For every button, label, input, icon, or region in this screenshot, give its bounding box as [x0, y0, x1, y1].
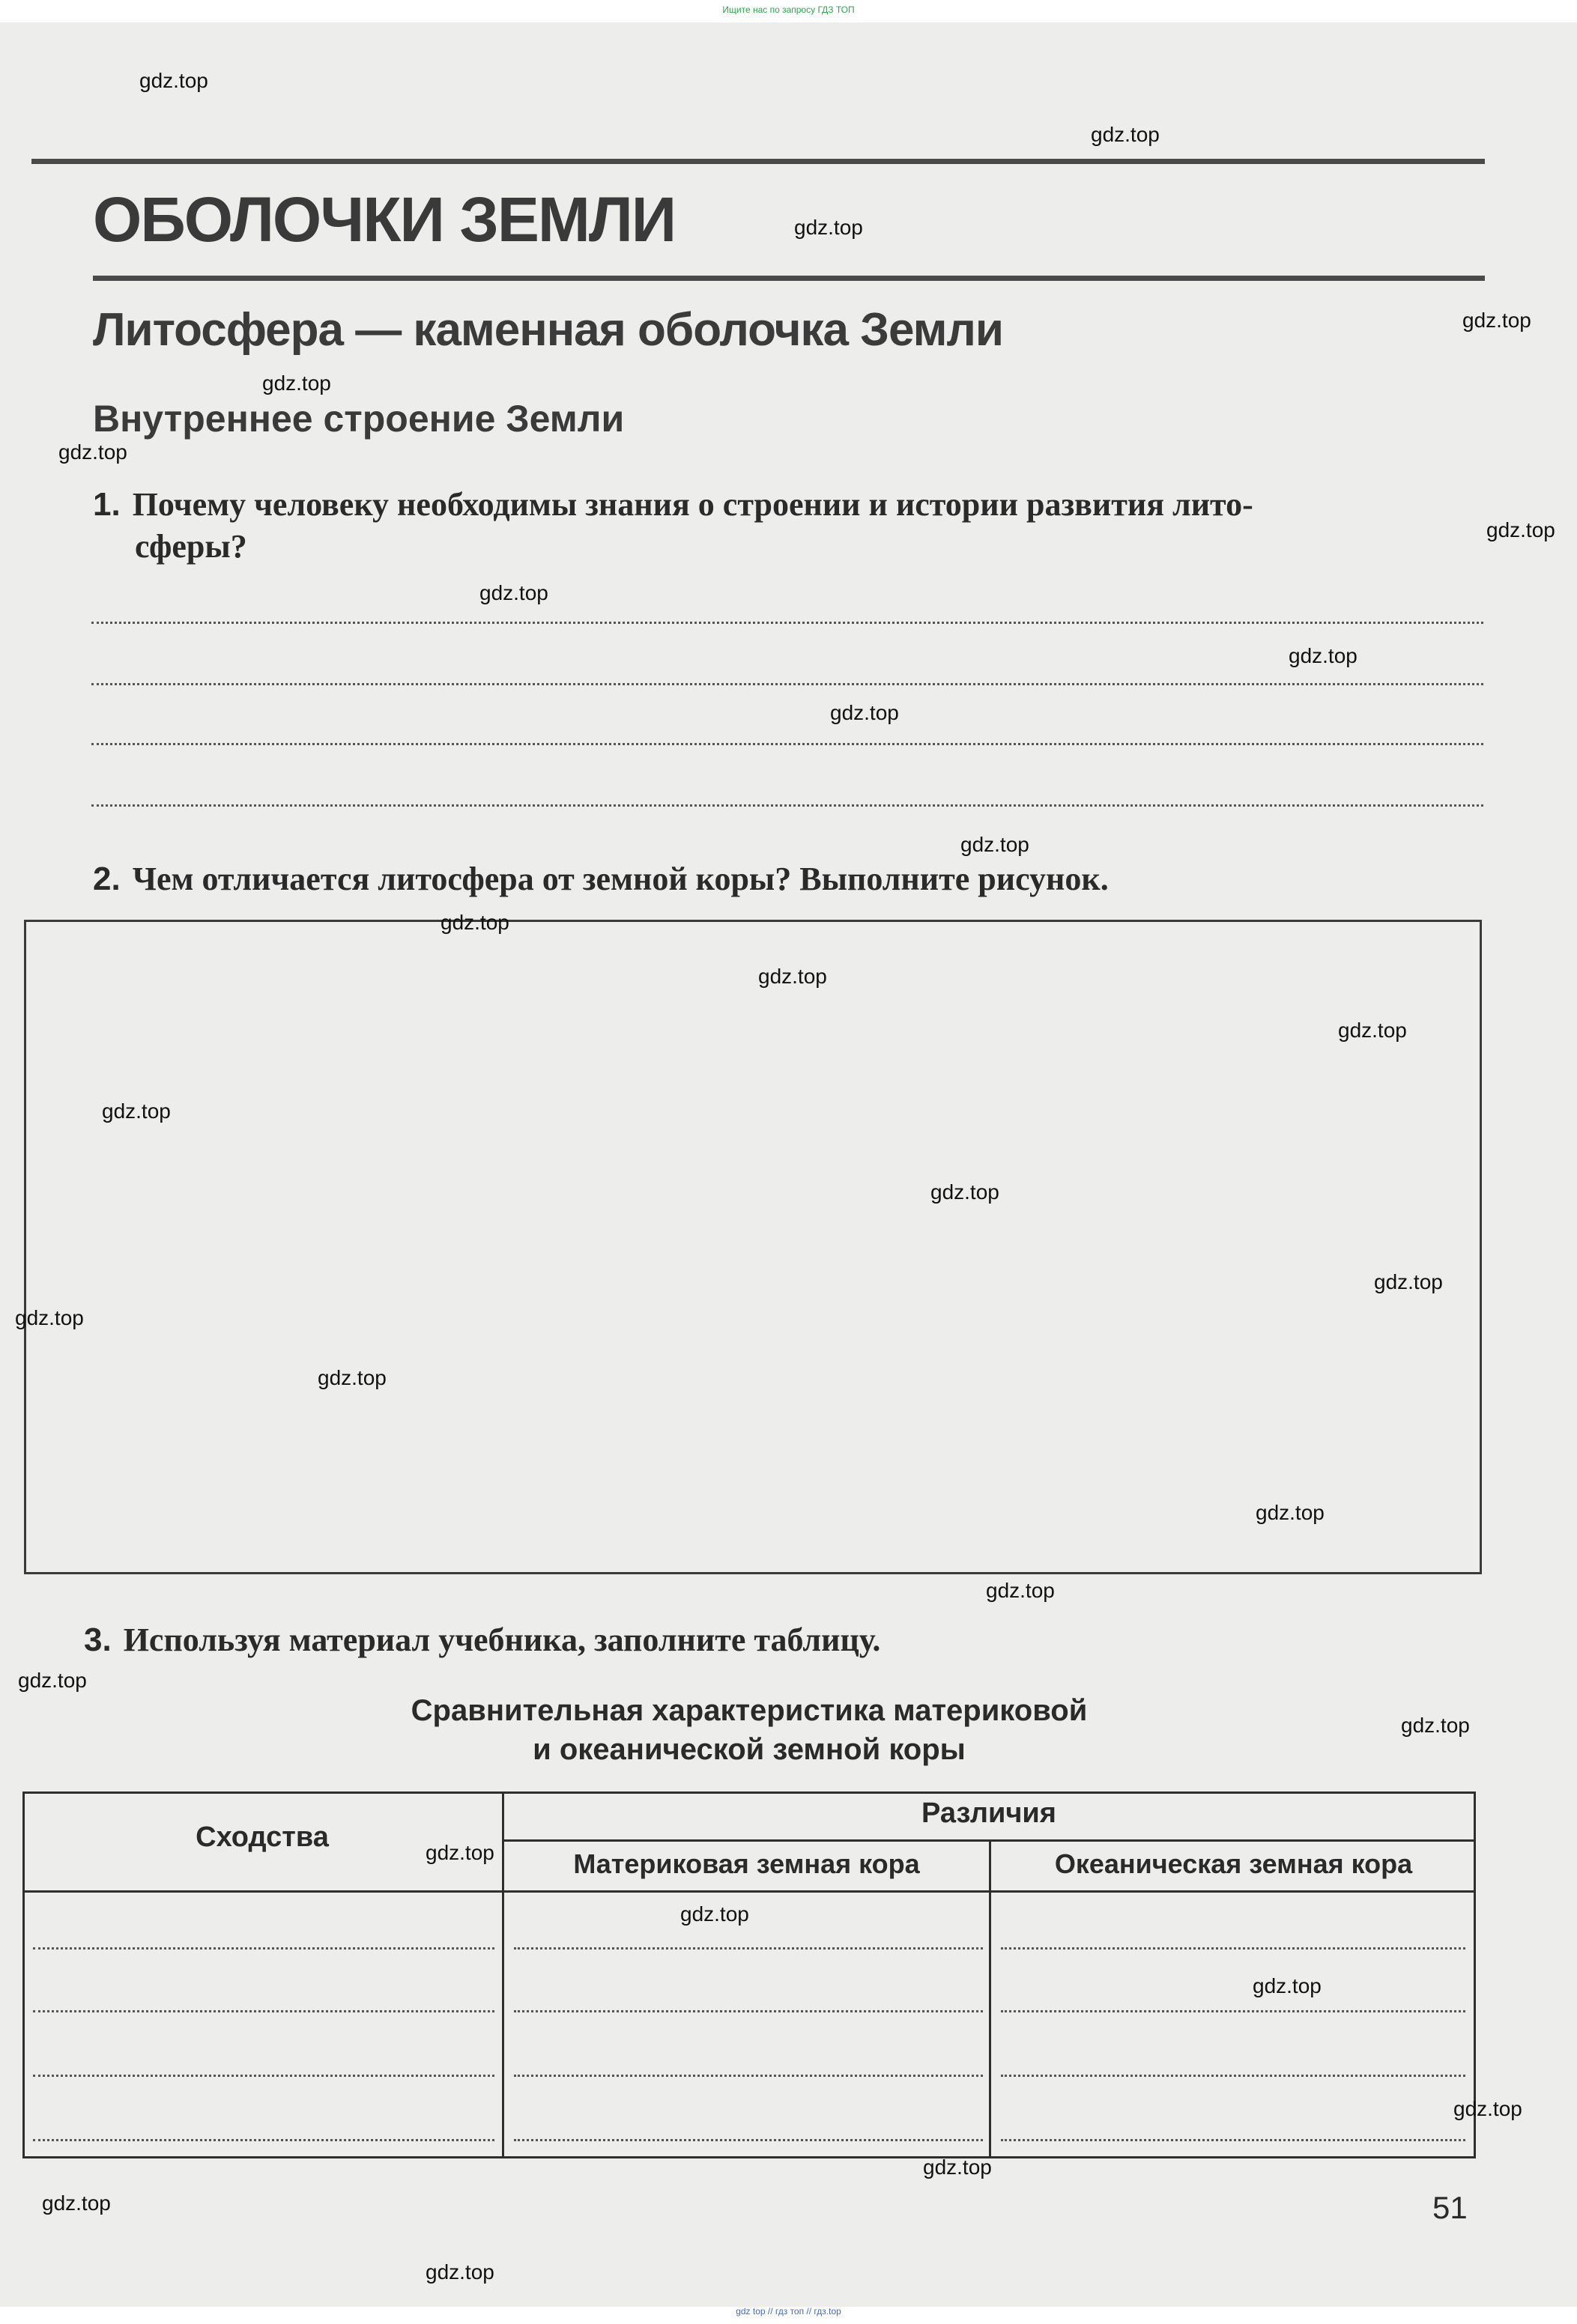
header-differences: Различия	[921, 1797, 1056, 1829]
similarities-line-1[interactable]	[33, 1947, 494, 1950]
watermark: gdz.top	[139, 69, 208, 92]
continental-line-2[interactable]	[514, 2010, 983, 2012]
watermark: gdz.top	[102, 1099, 171, 1123]
watermark: gdz.top	[986, 1579, 1055, 1602]
similarities-line-2[interactable]	[33, 2010, 494, 2012]
watermark: gdz.top	[1374, 1270, 1443, 1293]
table-title	[315, 1691, 1184, 1769]
continental-line-3[interactable]	[514, 2075, 983, 2077]
watermark: gdz.top	[1338, 1019, 1407, 1042]
question-1-text: Почему человеку необходимы знания о строении и истории развития лито-	[132, 486, 1253, 523]
watermark: gdz.top	[479, 581, 548, 604]
watermark: gdz.top	[58, 440, 127, 464]
header-oceanic-crust: Океаническая земная кора	[1054, 1848, 1413, 1879]
answer-line-2[interactable]	[91, 683, 1483, 685]
header-rule-bottom	[93, 276, 1485, 281]
table-divider-col-2	[989, 1839, 991, 2158]
answer-line-1[interactable]	[91, 622, 1483, 624]
similarities-line-3[interactable]	[33, 2075, 494, 2077]
table-divider-col-1	[502, 1791, 504, 2158]
watermark: gdz.top	[441, 911, 509, 934]
question-1-text-cont: сферы?	[135, 528, 247, 565]
oceanic-line-2[interactable]	[1001, 2010, 1465, 2012]
bottom-banner[interactable]: gdz top // гдз топ // гдз.top	[736, 2306, 841, 2317]
watermark: gdz.top	[794, 216, 863, 239]
oceanic-line-4[interactable]	[1001, 2139, 1465, 2141]
top-banner[interactable]: Ищите нас по запросу ГДЗ ТОП	[722, 4, 855, 15]
watermark: gdz.top	[960, 833, 1029, 856]
continental-line-1[interactable]	[514, 1947, 983, 1950]
question-1-number: 1.	[93, 486, 121, 523]
drawing-area[interactable]	[24, 920, 1482, 1574]
oceanic-line-3[interactable]	[1001, 2075, 1465, 2077]
watermark: gdz.top	[830, 701, 899, 724]
watermark: gdz.top	[1253, 1974, 1322, 1997]
subsection-title: Внутреннее строение Земли	[93, 398, 625, 440]
table-title-line-1: Сравнительная характеристика материковой	[411, 1694, 1088, 1727]
question-2-text: Чем отличается литосфера от земной коры? Выполните рисунок.	[132, 861, 1109, 897]
watermark: gdz.top	[42, 2191, 111, 2215]
page-number: 51	[1432, 2190, 1468, 2225]
watermark: gdz.top	[262, 371, 331, 395]
table-divider-header-1	[502, 1839, 1476, 1842]
watermark: gdz.top	[426, 1841, 494, 1864]
watermark: gdz.top	[15, 1306, 84, 1329]
watermark: gdz.top	[18, 1669, 87, 1692]
question-2-number: 2.	[93, 861, 121, 897]
question-2	[93, 858, 1109, 900]
watermark: gdz.top	[426, 2260, 494, 2284]
chapter-title: ОБОЛОЧКИ ЗЕМЛИ	[93, 184, 676, 255]
similarities-line-4[interactable]	[33, 2139, 494, 2141]
question-3-number: 3.	[84, 1621, 112, 1658]
watermark: gdz.top	[923, 2155, 992, 2179]
question-3	[84, 1619, 880, 1661]
section-title: Литосфера — каменная оболочка Земли	[93, 304, 1004, 356]
watermark: gdz.top	[1091, 123, 1160, 146]
oceanic-line-1[interactable]	[1001, 1947, 1465, 1950]
watermark: gdz.top	[1256, 1501, 1325, 1524]
watermark: gdz.top	[680, 1902, 749, 1926]
answer-line-4[interactable]	[91, 804, 1483, 807]
watermark: gdz.top	[318, 1366, 387, 1389]
header-rule-top	[31, 159, 1485, 164]
table-title-line-2: и океанической земной коры	[533, 1733, 966, 1766]
answer-line-3[interactable]	[91, 743, 1483, 745]
continental-line-4[interactable]	[514, 2139, 983, 2141]
header-similarities: Сходства	[196, 1821, 329, 1853]
watermark: gdz.top	[758, 965, 827, 988]
question-3-text: Используя материал учебника, заполните таблицу.	[123, 1621, 881, 1658]
watermark: gdz.top	[1453, 2097, 1522, 2120]
watermark: gdz.top	[1486, 518, 1555, 541]
watermark: gdz.top	[1462, 309, 1531, 332]
table-divider-header-2	[22, 1890, 1476, 1893]
question-1	[93, 484, 1494, 568]
header-continental-crust: Материковая земная кора	[573, 1848, 920, 1879]
watermark: gdz.top	[930, 1180, 999, 1204]
watermark: gdz.top	[1401, 1714, 1470, 1737]
watermark: gdz.top	[1289, 644, 1357, 667]
